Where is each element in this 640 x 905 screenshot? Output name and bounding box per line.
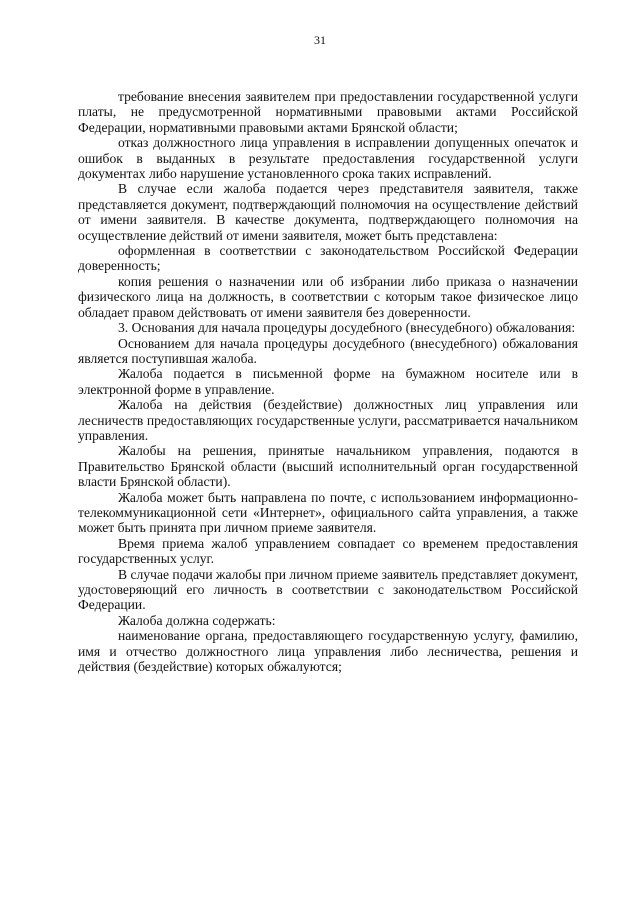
paragraph-power-of-attorney: оформленная в соответствии с законодательством Российской Федерации доверенность; [78, 243, 578, 274]
paragraph-unlawful-fee: требование внесения заявителем при предоставлении государственной услуги платы, не предусмотренной нормативными правовыми актами Российской Федерации, нормативными правовыми актами Брянской области; [78, 89, 578, 135]
paragraph-grounds: Основанием для начала процедуры досудебного (внесудебного) обжалования является поступившая жалоба. [78, 335, 578, 366]
paragraph-complaint-officials: Жалоба на действия (бездействие) должностных лиц управления или лесничеств предоставляющих государственные услуги, рассматривается начальником управления. [78, 397, 578, 443]
paragraph-authority-name: наименование органа, предоставляющего государственную услугу, фамилию, имя и отчество должностного лица управления либо лесничества, решения и действия (бездействие) которых обжалуются; [78, 628, 578, 675]
document-body [78, 89, 578, 674]
paragraph-personal-reception: В случае подачи жалобы при личном приеме заявитель представляет документ, удостоверяющий его личность в соответствии с законодательством Российской Федерации. [78, 566, 578, 613]
section-heading-grounds: 3. Основания для начала процедуры досудебного (внесудебного) обжалования: [118, 320, 576, 336]
paragraph-refusal-correction: отказ должностного лица управления в исправлении допущенных опечаток и ошибок в выданных в результате предоставления государственной услуги документах либо нарушение установленного срока таких исправлений. [78, 135, 578, 182]
paragraph-complaint-contents: Жалоба должна содержать: [118, 612, 276, 628]
paragraph-submission-form: Жалоба подается в письменной форме на бумажном носителе или в электронной форме в управление. [78, 366, 578, 397]
paragraph-submission-channels: Жалоба может быть направлена по почте, с использованием информационно-телекоммуникационной сети «Интернет», официального сайта управления, а также может быть принята при личном приеме заявителя. [78, 489, 578, 536]
paragraph-complaint-head: Жалобы на решения, принятые начальником управления, подаются в Правительство Брянской области (высший исполнительный орган государственной власти Брянской области). [78, 443, 578, 490]
paragraph-appointment-copy: копия решения о назначении или об избрании либо приказа о назначении физического лица на должность, в соответствии с которым такое физическое лицо обладает правом действовать от имени заявителя без доверенности. [78, 273, 578, 320]
paragraph-reception-time: Время приема жалоб управлением совпадает со временем предоставления государственных услуг. [78, 535, 578, 567]
paragraph-representative: В случае если жалоба подается через представителя заявителя, также представляется документ, подтверждающий полномочия на осуществление действий от имени заявителя. В качестве документа, подтверждающего полномочия на осуществление действий от имени заявителя, может быть представлена: [78, 181, 578, 243]
page-number: 31 [314, 33, 326, 47]
